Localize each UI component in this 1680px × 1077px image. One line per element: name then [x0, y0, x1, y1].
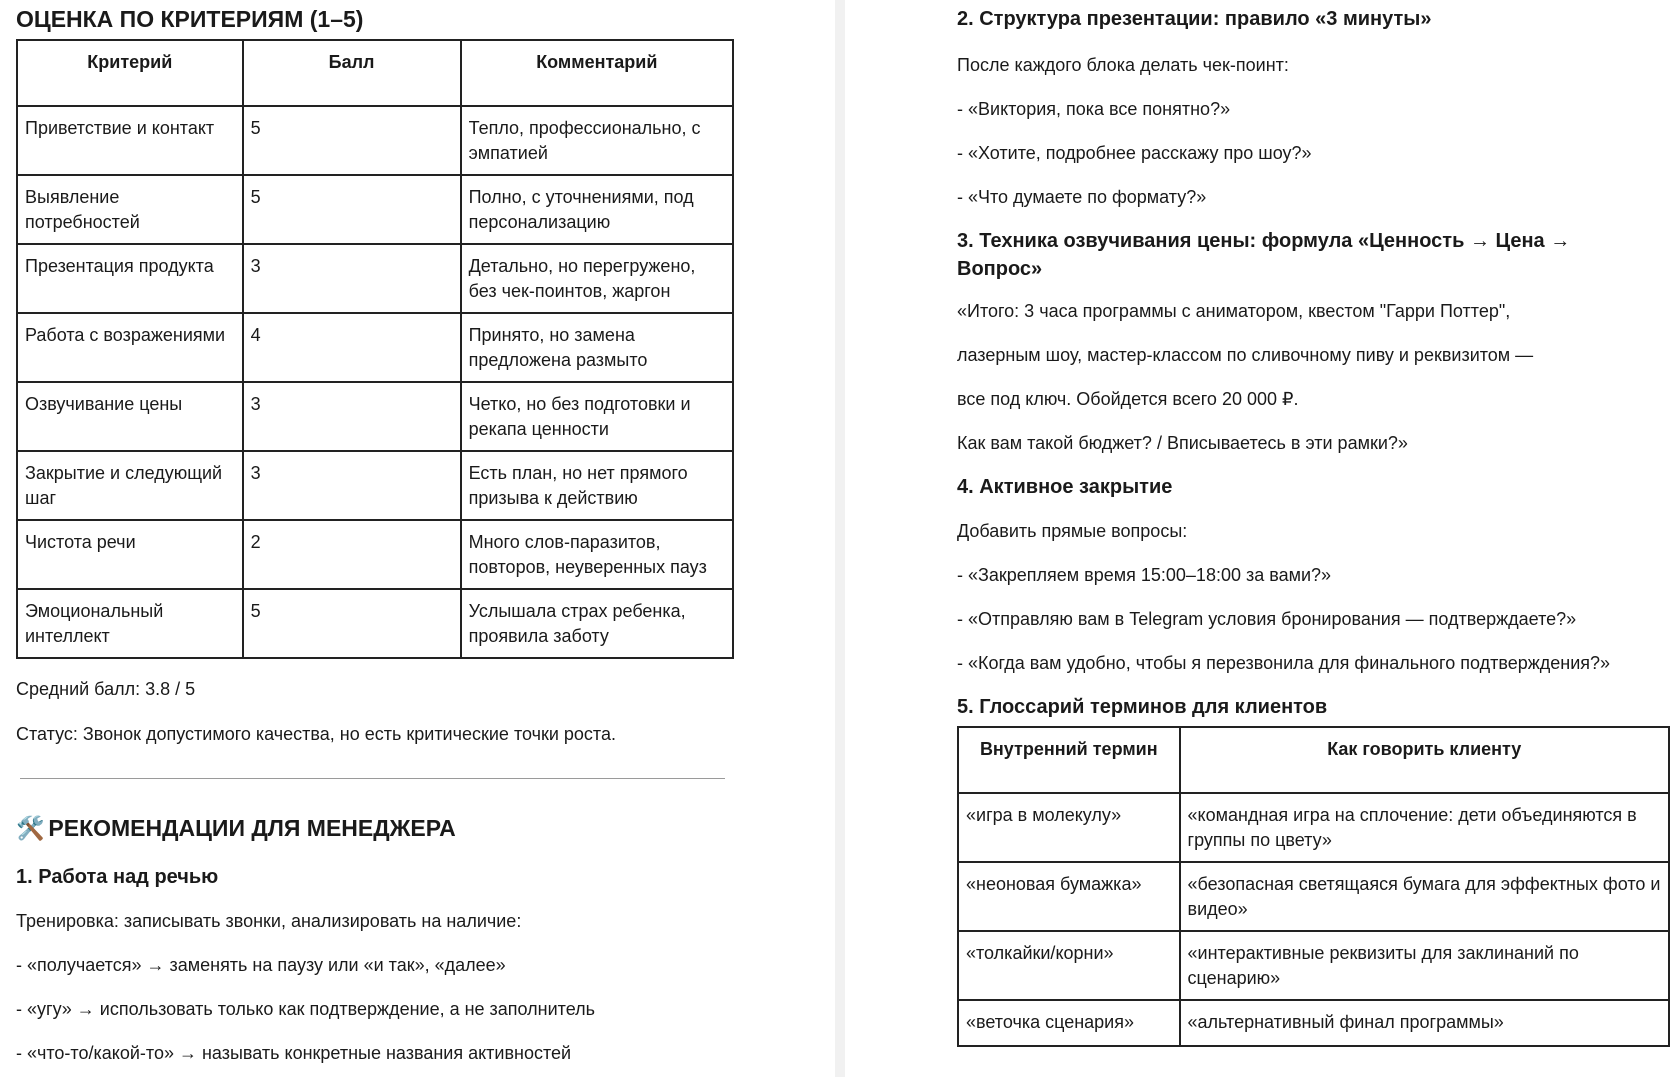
criterion-cell: Выявление потребностей	[17, 175, 243, 244]
criterion-cell: Работа с возражениями	[17, 313, 243, 382]
table-header-row	[958, 727, 1669, 793]
left-page	[0, 0, 835, 1077]
table-row	[958, 931, 1669, 1000]
section-divider	[20, 778, 725, 779]
price-line: «Итого: 3 часа программы с аниматором, квестом "Гарри Поттер",	[957, 301, 1511, 321]
score-cell: 2	[243, 520, 461, 589]
comment-cell: Услышала страх ребенка, проявила заботу	[461, 589, 733, 658]
criterion-cell: Озвучивание цены	[17, 382, 243, 451]
internal-term-cell: «веточка сценария»	[958, 1000, 1180, 1046]
table-row	[17, 589, 733, 658]
structure-line: - «Что думаете по формату?»	[957, 187, 1207, 207]
closing-line: - «Отправляю вам в Telegram условия бронирования — подтверждаете?»	[957, 609, 1577, 629]
client-wording-cell: «интерактивные реквизиты для заклинаний по сценарию»	[1180, 931, 1669, 1000]
criteria-title: ОЦЕНКА ПО КРИТЕРИЯМ (1–5)	[16, 6, 364, 32]
comment-cell: Принято, но замена предложена размыто	[461, 313, 733, 382]
client-wording-cell: «альтернативный финал программы»	[1180, 1000, 1669, 1046]
table-row	[17, 175, 733, 244]
client-wording-cell: «командная игра на сплочение: дети объединяются в группы по цвету»	[1180, 793, 1669, 862]
table-row	[17, 520, 733, 589]
glossary-table	[957, 726, 1670, 1047]
speech-line: - «получается» → заменять на паузу или «и так», «далее»	[16, 955, 506, 975]
price-title-line-2: Вопрос»	[957, 258, 1043, 280]
criterion-cell: Закрытие и следующий шаг	[17, 451, 243, 520]
speech-section-title: 1. Работа над речью	[16, 866, 219, 888]
internal-term-cell: «неоновая бумажка»	[958, 862, 1180, 931]
speech-line: - «что-то/какой-то» → называть конкретные названия активностей	[16, 1043, 572, 1063]
closing-section-title: 4. Активное закрытие	[957, 476, 1173, 498]
score-cell: 5	[243, 106, 461, 175]
comment-cell: Много слов-паразитов, повторов, неуверенных пауз	[461, 520, 733, 589]
criterion-cell: Чистота речи	[17, 520, 243, 589]
closing-line: Добавить прямые вопросы:	[957, 521, 1188, 541]
price-line: Как вам такой бюджет? / Вписываетесь в эти рамки?»	[957, 433, 1408, 453]
score-cell: 3	[243, 451, 461, 520]
column-header-score: Балл	[243, 40, 461, 106]
comment-cell: Полно, с уточнениями, под персонализацию	[461, 175, 733, 244]
structure-line: После каждого блока делать чек-поинт:	[957, 55, 1289, 75]
price-title-line-1: 3. Техника озвучивания цены: формула «Ценность → Цена →	[957, 230, 1571, 252]
speech-line: - «угу» → использовать только как подтверждение, а не заполнитель	[16, 999, 596, 1019]
table-row	[17, 106, 733, 175]
right-page	[845, 0, 1680, 1077]
tools-icon: 🛠️	[16, 815, 45, 841]
closing-line: - «Когда вам удобно, чтобы я перезвонила для финального подтверждения?»	[957, 653, 1611, 673]
table-row	[958, 793, 1669, 862]
table-row	[17, 244, 733, 313]
comment-cell: Детально, но перегружено, без чек-поинтов, жаргон	[461, 244, 733, 313]
criteria-table	[16, 39, 734, 659]
recommendations-title	[16, 813, 835, 843]
column-header-criterion: Критерий	[17, 40, 243, 106]
table-row	[17, 313, 733, 382]
score-cell: 5	[243, 175, 461, 244]
structure-line: - «Хотите, подробнее расскажу про шоу?»	[957, 143, 1312, 163]
comment-cell: Есть план, но нет прямого призыва к действию	[461, 451, 733, 520]
criterion-cell: Презентация продукта	[17, 244, 243, 313]
score-cell: 3	[243, 244, 461, 313]
table-header-row	[17, 40, 733, 106]
column-header-comment: Комментарий	[461, 40, 733, 106]
criterion-cell: Эмоциональный интеллект	[17, 589, 243, 658]
score-cell: 3	[243, 382, 461, 451]
closing-line: - «Закрепляем время 15:00–18:00 за вами?»	[957, 565, 1332, 585]
table-row	[958, 862, 1669, 931]
column-header-client-wording: Как говорить клиенту	[1180, 727, 1669, 793]
structure-section-title: 2. Структура презентации: правило «3 минуты»	[957, 8, 1432, 30]
price-section-title	[957, 227, 1680, 283]
call-status: Статус: Звонок допустимого качества, но есть критические точки роста.	[16, 724, 616, 744]
score-cell: 4	[243, 313, 461, 382]
speech-line: Тренировка: записывать звонки, анализировать на наличие:	[16, 911, 522, 931]
score-cell: 5	[243, 589, 461, 658]
table-row	[17, 451, 733, 520]
column-header-internal-term: Внутренний термин	[958, 727, 1180, 793]
comment-cell: Тепло, профессионально, с эмпатией	[461, 106, 733, 175]
table-row	[17, 382, 733, 451]
criterion-cell: Приветствие и контакт	[17, 106, 243, 175]
average-score: Средний балл: 3.8 / 5	[16, 679, 196, 699]
internal-term-cell: «толкайки/корни»	[958, 931, 1180, 1000]
structure-line: - «Виктория, пока все понятно?»	[957, 99, 1231, 119]
price-line: все под ключ. Обойдется всего 20 000 ₽.	[957, 389, 1299, 409]
table-row	[958, 1000, 1669, 1046]
comment-cell: Четко, но без подготовки и рекапа ценности	[461, 382, 733, 451]
price-line: лазерным шоу, мастер-классом по сливочному пиву и реквизитом —	[957, 345, 1534, 365]
internal-term-cell: «игра в молекулу»	[958, 793, 1180, 862]
recommendations-title-text: РЕКОМЕНДАЦИИ ДЛЯ МЕНЕДЖЕРА	[48, 815, 456, 841]
client-wording-cell: «безопасная светящаяся бумага для эффектных фото и видео»	[1180, 862, 1669, 931]
glossary-section-title: 5. Глоссарий терминов для клиентов	[957, 696, 1328, 718]
